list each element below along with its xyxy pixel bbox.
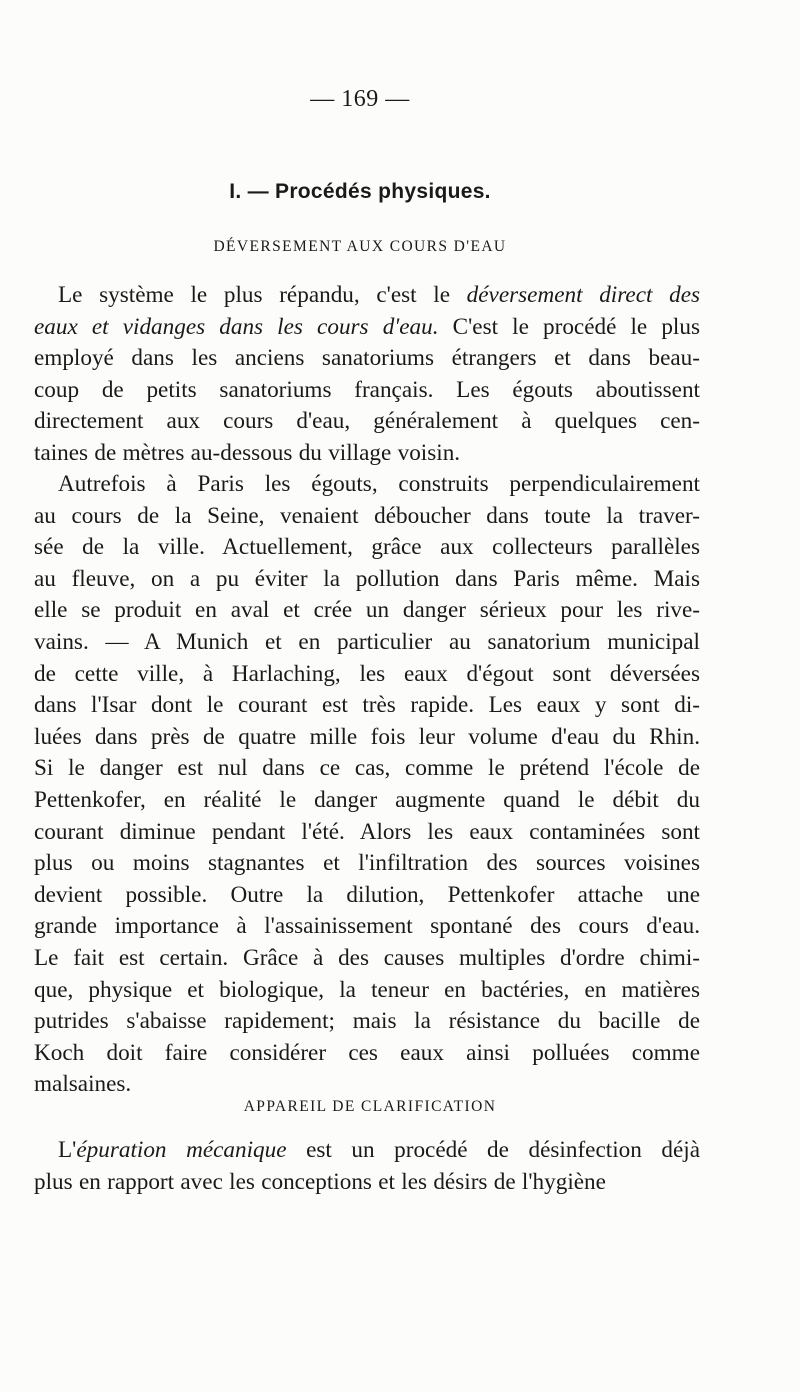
text-line: Le fait est certain. Grâce à des causes multiples d'ordre chimi- [34, 944, 700, 971]
text-line: devient possible. Outre la dilution, Pettenkofer attache une [34, 881, 700, 908]
paragraph-paris-munich [34, 469, 700, 1101]
text-line: plus ou moins stagnantes et l'infiltration des sources voisines [34, 850, 700, 877]
italic-phrase: épuration mécanique [76, 1137, 287, 1163]
text-line: que, physique et biologique, la teneur en bactéries, en matières [34, 976, 700, 1003]
text-line: coup de petits sanatoriums français. Les égouts aboutissent [34, 376, 700, 403]
text-line: courant diminue pendant l'été. Alors les eaux contaminées sont [34, 818, 700, 845]
text-line: directement aux cours d'eau, généralement à quelques cen- [34, 408, 700, 435]
text-line: luées dans près de quatre mille fois leur volume d'eau du Rhin. [34, 723, 700, 750]
section-heading: I. — Procédés physiques. [229, 180, 491, 203]
text-line: Pettenkofer, en réalité le danger augmente quand le débit du [34, 786, 700, 813]
paragraph-epuration [34, 1135, 700, 1198]
text-line: Autrefois à Paris les égouts, construits perpendiculairement [58, 471, 700, 497]
text-line: malsaines. [34, 1071, 132, 1098]
text-line: Koch doit faire considérer ces eaux ainsi polluées comme [34, 1039, 700, 1066]
text-line: L'épuration mécanique est un procédé de désinfection déjà [58, 1137, 701, 1163]
text-line: Le système le plus répandu, c'est le déversement direct des [58, 282, 701, 308]
text-line: dans l'Isar dont le courant est très rapide. Les eaux y sont di- [34, 692, 700, 719]
text-line: employé dans les anciens sanatoriums étrangers et dans beau- [34, 345, 700, 372]
text-line: putrides s'abaisse rapidement; mais la résistance du bacille de [34, 1008, 700, 1035]
paragraph-deversement [34, 280, 700, 470]
page-number: — 169 — [310, 86, 410, 112]
text-line: de cette ville, à Harlaching, les eaux d'égout sont déversées [34, 660, 700, 687]
text-line: sée de la ville. Actuellement, grâce aux collecteurs parallèles [34, 534, 700, 561]
italic-phrase: eaux et vidanges dans les cours d'eau. [34, 313, 439, 340]
italic-phrase: déversement direct des [466, 282, 701, 308]
text-line: au fleuve, on a pu éviter la pollution dans Paris même. Mais [34, 565, 700, 592]
text-line: grande importance à l'assainissement spontané des cours d'eau. [34, 913, 700, 940]
subheading-deversement: DÉVERSEMENT AUX COURS D'EAU [213, 238, 507, 255]
text-line: taines de mètres au-dessous du village voisin. [34, 439, 461, 466]
text-line: elle se produit en aval et crée un danger sérieux pour les rive- [34, 597, 700, 624]
text-line: vains. — A Munich et en particulier au sanatorium municipal [34, 628, 700, 655]
text-line: Si le danger est nul dans ce cas, comme le prétend l'école de [34, 755, 700, 782]
text-line: au cours de la Seine, venaient déboucher dans toute la traver- [34, 502, 700, 529]
text-line: eaux et vidanges dans les cours d'eau. C'est le procédé le plus [34, 313, 700, 340]
text-line: plus en rapport avec les conceptions et les désirs de l'hygiène [34, 1168, 606, 1195]
subheading-clarification: APPAREIL DE CLARIFICATION [243, 1098, 497, 1115]
